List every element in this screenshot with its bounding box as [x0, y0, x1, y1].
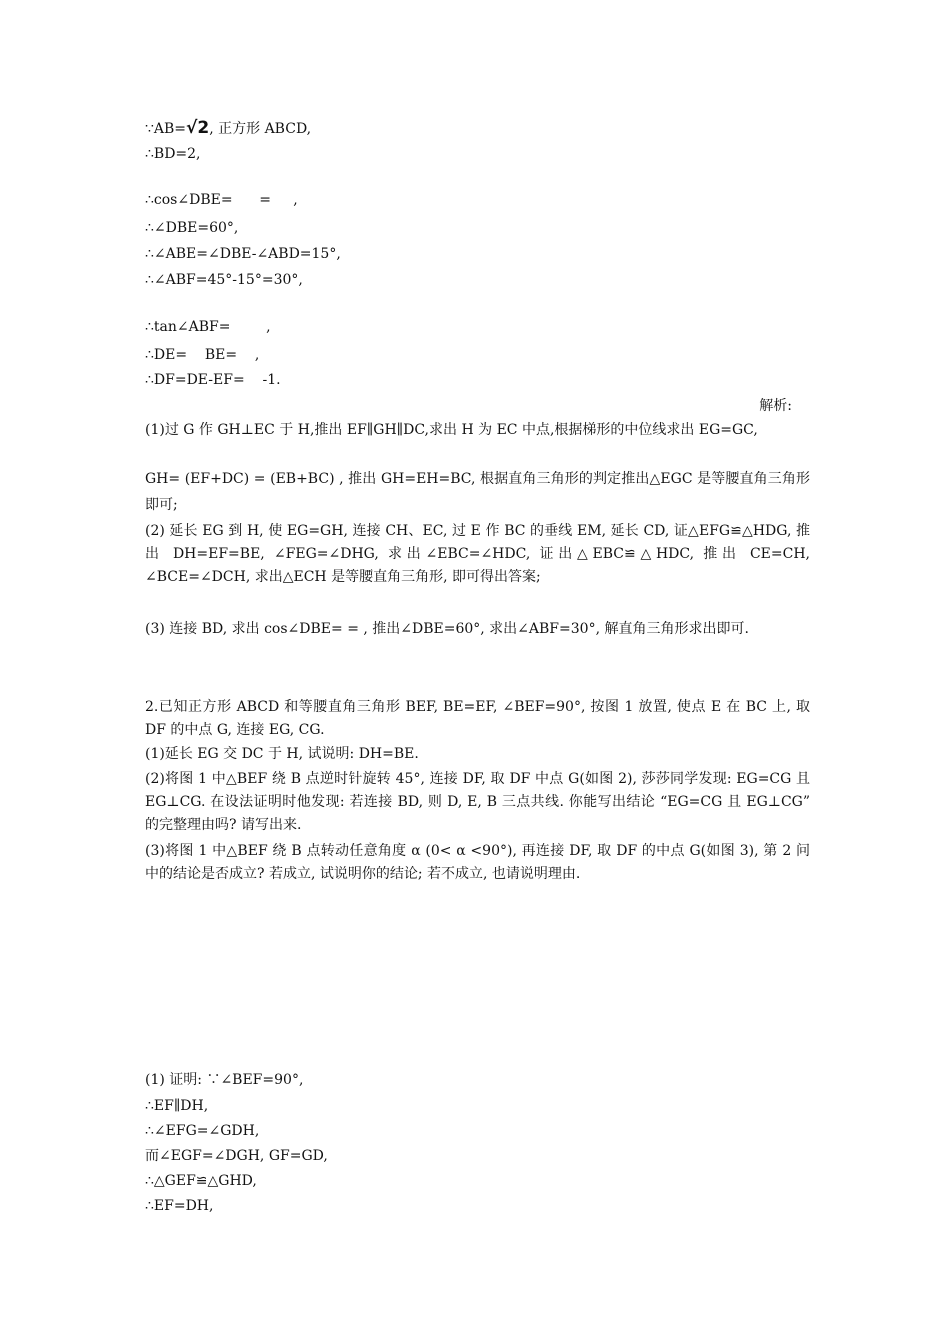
- problem-2-statement: 2.已知正方形 ABCD 和等腰直角三角形 BEF, BE=EF, ∠BEF=90°, 按图 1 放置, 使点 E 在 BC 上, 取 DF 的中点 G, 连接 EG, CG.: [145, 699, 810, 738]
- problem-2-part-3: (3)将图 1 中△BEF 绕 B 点转动任意角度 α (0< α <90°), 再连接 DF, 取 DF 的中点 G(如图 3), 第 2 问中的结论是否成立? 若成立, 试说明你的结论; 若不成立, 也请说明理由.: [145, 843, 810, 882]
- problem-2-part-1: (1)延长 EG 交 DC 于 H, 试说明: DH=BE.: [145, 746, 419, 762]
- analysis-step-1: (1)过 G 作 GH⊥EC 于 H,推出 EF∥GH∥DC,求出 H 为 EC 中点,根据梯形的中位线求出 EG=GC,: [145, 422, 758, 438]
- line-tan-abf: ∴tan∠ABF= ,: [145, 319, 271, 335]
- line-bd: ∴BD=2,: [145, 146, 201, 162]
- line-cos-dbe: ∴cos∠DBE= = ,: [145, 192, 298, 208]
- proof-line-1: (1) 证明: ∵∠BEF=90°,: [145, 1072, 304, 1088]
- line-abf: ∴∠ABF=45°-15°=30°,: [145, 272, 303, 288]
- line-abe: ∴∠ABE=∠DBE-∠ABD=15°,: [145, 246, 341, 262]
- line-dbe: ∴∠DBE=60°,: [145, 220, 239, 236]
- line-ab-end: , 正方形 ABCD,: [209, 121, 312, 137]
- proof-line-3: ∴∠EFG=∠GDH,: [145, 1123, 260, 1139]
- line-de: ∴DE= BE= ,: [145, 347, 260, 363]
- analysis-step-2: (2) 延长 EG 到 H, 使 EG=GH, 连接 CH、EC, 过 E 作 BC 的垂线 EM, 延长 CD, 证△EFG≌△HDG, 推出 DH=EF=BE, ∠FEG=∠DHG, 求出∠EBC=∠HDC, 证出△EBC≌△HDC, 推出 CE=CH, ∠BCE=∠DCH, 求出△ECH 是等腰直角三角形, 即可得出答案;: [145, 523, 810, 585]
- line-ab: [145, 118, 311, 139]
- analysis-step-3: (3) 连接 BD, 求出 cos∠DBE= = , 推出∠DBE=60°, 求出∠ABF=30°, 解直角三角形求出即可.: [145, 621, 749, 637]
- proof-line-6: ∴EF=DH,: [145, 1198, 214, 1214]
- proof-line-2: ∴EF∥DH,: [145, 1098, 209, 1114]
- sqrt2-formula: √2: [186, 118, 210, 138]
- line-df: ∴DF=DE-EF= -1.: [145, 372, 281, 388]
- proof-line-5: ∴△GEF≌△GHD,: [145, 1173, 257, 1189]
- analysis-step-1b: GH= (EF+DC) = (EB+BC) , 推出 GH=EH=BC, 根据直角三角形的判定推出△EGC 是等腰直角三角形即可;: [145, 471, 810, 513]
- problem-2-part-2: (2)将图 1 中△BEF 绕 B 点逆时针旋转 45°, 连接 DF, 取 DF 中点 G(如图 2), 莎莎同学发现: EG=CG 且 EG⊥CG. 在设法证明时他发现: 若连接 BD, 则 D, E, B 三点共线. 你能写出结论 “EG=CG 且 EG⊥CG” 的完整理由吗? 请写出来.: [145, 771, 810, 833]
- proof-line-4: 而∠EGF=∠DGH, GF=GD,: [145, 1148, 328, 1164]
- analysis-label: 解析:: [759, 398, 792, 414]
- line-ab-start: ∵AB=: [145, 121, 187, 137]
